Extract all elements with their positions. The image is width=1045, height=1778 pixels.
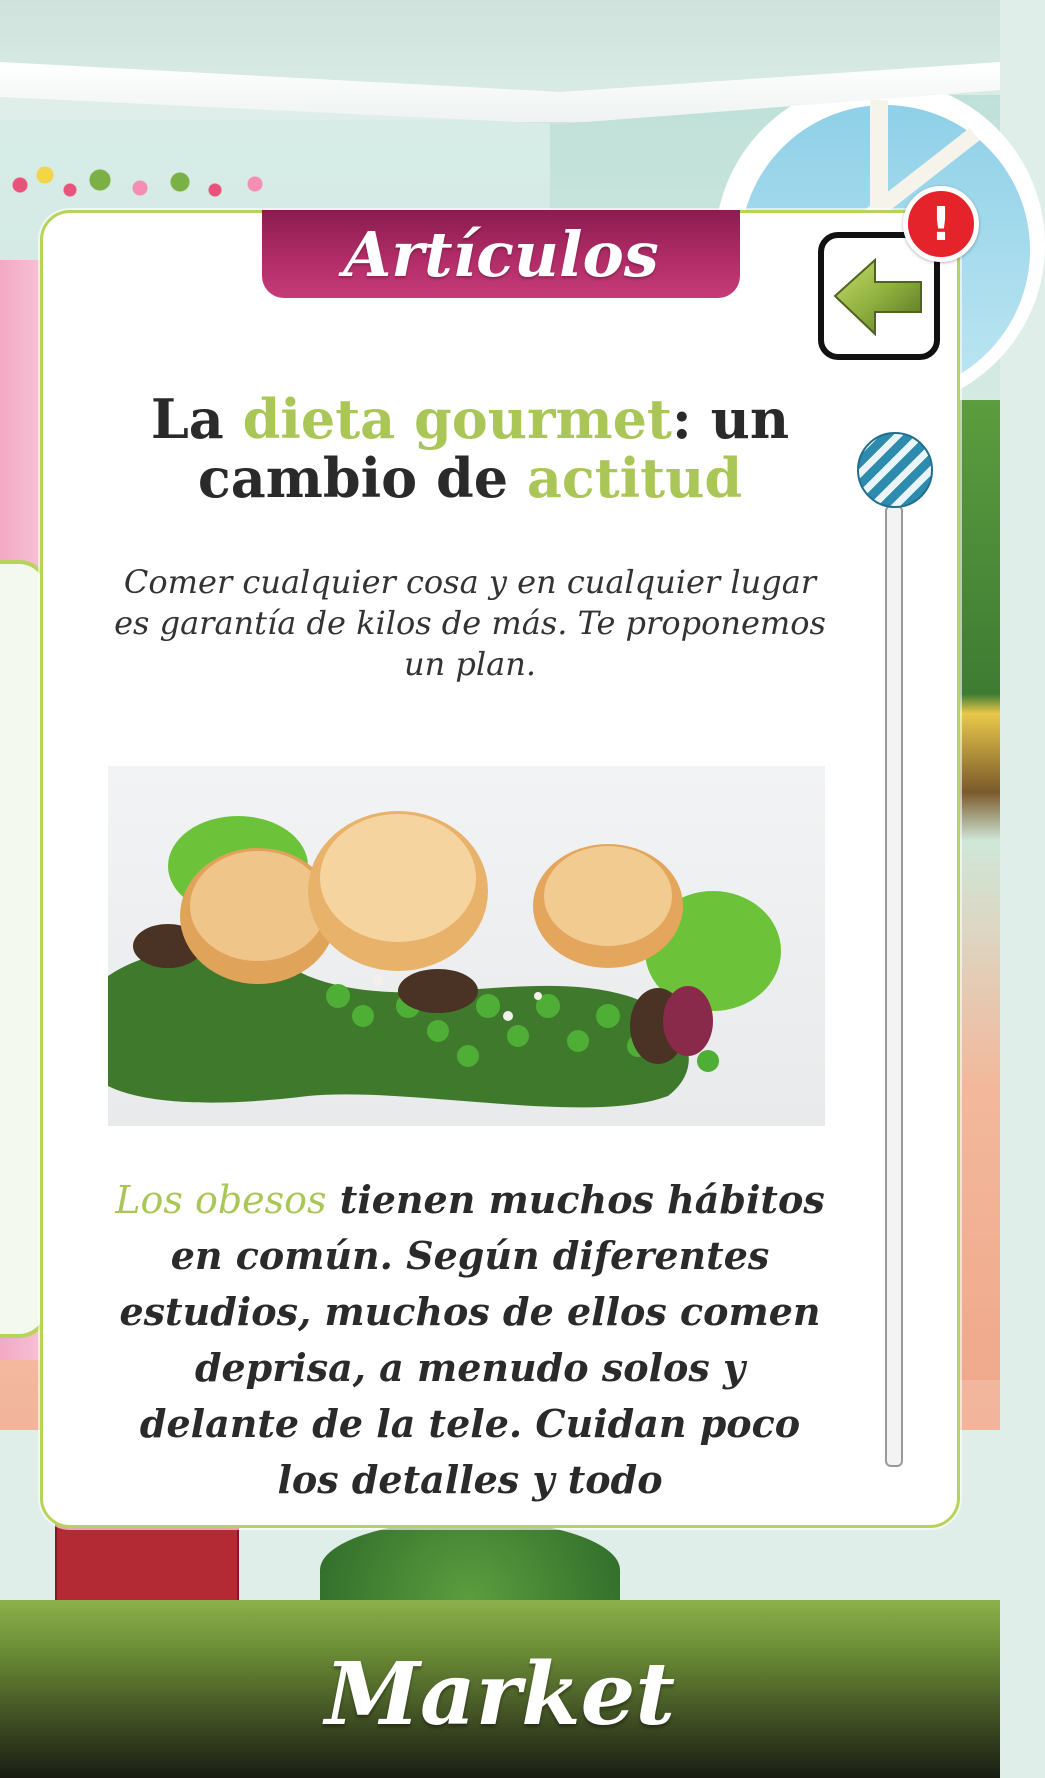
headline-highlight: actitud [526,446,743,510]
article-photo [108,766,825,1126]
article-headline [120,387,820,510]
footer-bar [0,1600,1000,1778]
headline-part: La [150,387,243,451]
article-body [115,1172,825,1502]
panel-title-tab [262,210,740,298]
headline-part: : un cambio de [197,387,790,510]
alert-badge-icon: ! [903,186,979,262]
body-highlight: Los obesos [115,1178,327,1222]
scrollbar-track[interactable] [885,505,903,1467]
article-lead: Comer cualquier cosa y en cualquier lugar es garantía de kilos de más. Te proponemos un plan. [114,563,826,683]
body-text: tienen muchos hábitos en común. Según diferentes estudios, muchos de ellos comen deprisa, a menudo solos y delante de la tele. Cuidan poco los detalles y todo [119,1177,825,1502]
panel-title: Artículos [343,217,659,291]
footer-title: Market [324,1643,676,1745]
scrollbar-handle[interactable] [857,432,933,508]
tomato-crate-decoration [55,1520,239,1604]
gourmet-scallops-dish-icon [108,766,825,1126]
headline-highlight: dieta gourmet [242,387,672,451]
plants-right-decoration [955,400,1000,1380]
arrow-left-icon [831,254,927,338]
